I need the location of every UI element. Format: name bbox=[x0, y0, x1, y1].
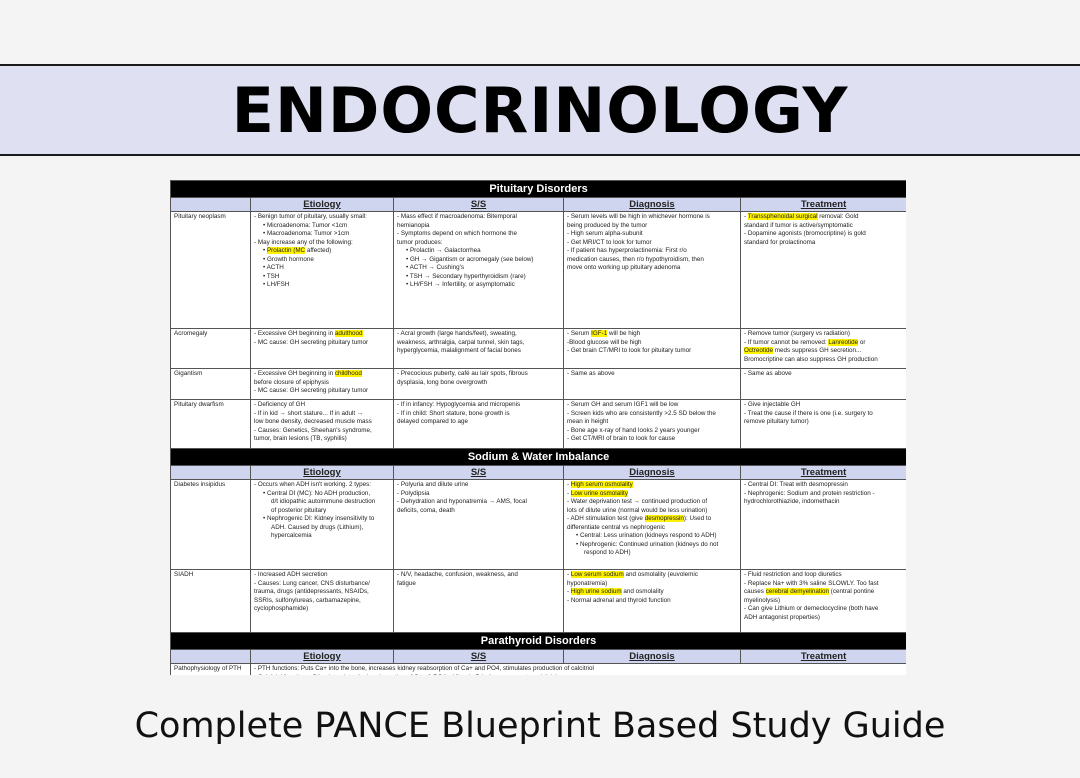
section-title: Pituitary Disorders bbox=[171, 181, 907, 198]
cell-line: lots of dilute urine (normal would be less urination) bbox=[567, 506, 708, 514]
cell-line: - Same as above bbox=[744, 370, 792, 377]
highlighted-term: Prolactin (MC bbox=[266, 247, 306, 254]
cell-line: • ACTH bbox=[263, 264, 284, 271]
column-header-row bbox=[171, 650, 907, 664]
line-text: - bbox=[567, 588, 571, 595]
cell-line: - Get CT/MRI of brain to look for cause bbox=[567, 435, 676, 442]
cell-line bbox=[567, 481, 737, 490]
cell-line: - Serum levels will be high in whichever hormone is bbox=[567, 213, 710, 220]
table-cell bbox=[394, 369, 564, 400]
cell-line bbox=[567, 571, 737, 580]
cell-line: mean in height bbox=[567, 418, 609, 425]
cell-line: differentiate central vs nephrogenic bbox=[567, 523, 665, 531]
cell-line: • LH/FSH → Infertility, or asymptomatic bbox=[406, 281, 515, 288]
line-text: causes bbox=[744, 588, 766, 595]
section-title: Parathyroid Disorders bbox=[171, 633, 907, 650]
cell-line: - Screen kids who are consistently >2.5 SD below the bbox=[567, 409, 716, 417]
cell-line: of posterior pituitary bbox=[271, 506, 327, 514]
cell-line: - If in kid → short stature... If in adult → bbox=[254, 409, 364, 417]
row-label: Diabetes insipidus bbox=[171, 480, 251, 570]
highlighted-term: childhood bbox=[334, 370, 362, 377]
table-cell bbox=[251, 369, 394, 400]
cell-line: delayed compared to age bbox=[397, 418, 469, 425]
table-row bbox=[171, 570, 907, 633]
cell-line bbox=[744, 339, 903, 348]
cell-line: before closure of epiphysis bbox=[254, 378, 329, 386]
line-text: and osmolality (euvolemic bbox=[623, 571, 698, 578]
cell-line: - Can give Lithium or demeclocycline (both have bbox=[744, 605, 879, 612]
line-text: (central pontine bbox=[829, 588, 875, 595]
cell-line: - N/V, headache, confusion, weakness, and bbox=[397, 571, 518, 578]
cell-line: medication causes, then r/o hypothyroidism, then bbox=[567, 255, 704, 263]
cell-line: remove pituitary tumor) bbox=[744, 418, 809, 425]
cell-line: - Increased ADH secretion bbox=[254, 571, 328, 578]
cell-line: fatigue bbox=[397, 579, 416, 587]
cell-line: dysplasia, long bone overgrowth bbox=[397, 378, 488, 386]
cell-line: - Get brain CT/MRI to look for pituitary tumor bbox=[567, 347, 692, 354]
line-text: - bbox=[567, 481, 571, 488]
table-row bbox=[171, 369, 907, 400]
column-header: Treatment bbox=[741, 466, 907, 480]
line-text: affected) bbox=[305, 247, 332, 254]
cell-line bbox=[744, 213, 903, 222]
cell-line bbox=[254, 330, 390, 339]
highlighted-term: Transsphenoidal surgical bbox=[747, 213, 818, 220]
cell-line: - Mass effect if macroadenoma: Bitemporal bbox=[397, 213, 517, 220]
spanning-cell bbox=[251, 664, 907, 676]
highlighted-term: High urine sodium bbox=[570, 588, 622, 595]
corner-cell bbox=[171, 466, 251, 480]
cell-line: - Dopamine agonists (bromocriptine) is gold bbox=[744, 230, 866, 237]
cell-line: weakness, arthralgia, carpal tunnel, skin tags, bbox=[397, 338, 525, 346]
table-cell bbox=[394, 570, 564, 633]
page-title: ENDOCRINOLOGY bbox=[231, 73, 849, 147]
cell-line: - Causes: Genetics, Sheehan's syndrome, bbox=[254, 426, 372, 434]
column-header: S/S bbox=[394, 466, 564, 480]
title-banner bbox=[0, 64, 1080, 156]
table-cell bbox=[564, 329, 741, 369]
column-header-row bbox=[171, 466, 907, 480]
cell-line: cyclophosphamide) bbox=[254, 605, 309, 612]
cell-line: hemianopia bbox=[397, 221, 430, 229]
cell-line: - Bone age x-ray of hand looks 2 years younger bbox=[567, 426, 700, 434]
section-header-row bbox=[171, 449, 907, 466]
cell-line: ADH. Caused by drugs (Lithium), bbox=[271, 523, 364, 531]
cell-line: - Symptoms depend on which hormone the bbox=[397, 230, 518, 237]
line-text: - bbox=[567, 571, 571, 578]
cell-line: • Nephrogenic DI: Kidney insensitivity to bbox=[263, 515, 375, 522]
cell-line bbox=[254, 674, 903, 676]
line-text: - bbox=[744, 213, 748, 220]
table-cell bbox=[741, 329, 907, 369]
cell-line bbox=[744, 588, 903, 597]
column-header: Treatment bbox=[741, 650, 907, 664]
cell-line: - Serum GH and serum IGF1 will be low bbox=[567, 401, 679, 408]
line-text: removal: Gold bbox=[817, 213, 859, 220]
cell-line: • TSH bbox=[263, 272, 280, 280]
highlighted-term: High serum osmolality bbox=[570, 481, 633, 488]
cell-line: myelinolysis) bbox=[744, 596, 781, 604]
line-text: will be high bbox=[607, 330, 641, 337]
column-header-row bbox=[171, 198, 907, 212]
table-cell bbox=[394, 212, 564, 329]
table-cell bbox=[741, 212, 907, 329]
cell-line: - Normal adrenal and thyroid function bbox=[567, 596, 671, 604]
cell-line: deficits, coma, death bbox=[397, 506, 455, 514]
row-label: Acromegaly bbox=[171, 329, 251, 369]
cell-line: hydrochlorothiazide, indomethacin bbox=[744, 498, 840, 505]
table-cell bbox=[564, 400, 741, 449]
line-text: and osmolality bbox=[621, 588, 664, 595]
table-row bbox=[171, 212, 907, 329]
row-label: SIADH bbox=[171, 570, 251, 633]
line-text: - Excessive GH beginning in bbox=[254, 370, 335, 377]
table-cell bbox=[251, 400, 394, 449]
cell-line: hyperglycemia, malalignment of facial bones bbox=[397, 347, 521, 354]
row-label: Pathophysiology of PTH bbox=[171, 664, 251, 676]
corner-cell bbox=[171, 650, 251, 664]
line-text: - Serum bbox=[567, 330, 592, 337]
section-header-row bbox=[171, 633, 907, 650]
footer-subtitle: Complete PANCE Blueprint Based Study Guide bbox=[134, 706, 946, 746]
cell-line: • ACTH → Cushing's bbox=[406, 264, 464, 271]
cell-line: Bromocriptine can also suppress GH production bbox=[744, 355, 878, 363]
column-header: Diagnosis bbox=[564, 650, 741, 664]
cell-line: ADH antagonist properties) bbox=[744, 613, 820, 621]
cell-line: - If in infancy: Hypoglycemia and micropenis bbox=[397, 401, 521, 408]
cell-line bbox=[744, 347, 903, 356]
column-header: Diagnosis bbox=[564, 466, 741, 480]
study-sheet bbox=[170, 180, 906, 675]
cell-line: hyponatremia) bbox=[567, 579, 608, 587]
table-cell bbox=[741, 570, 907, 633]
cell-line: being produced by the tumor bbox=[567, 221, 648, 229]
cell-line bbox=[567, 588, 737, 597]
column-header: S/S bbox=[394, 198, 564, 212]
table-cell bbox=[394, 329, 564, 369]
cell-line: low bone density, decreased muscle mass bbox=[254, 418, 372, 425]
cell-line bbox=[567, 490, 737, 499]
cell-line: tumor produces: bbox=[397, 238, 443, 246]
cell-line: - Precocious puberty, café au lair spots, fibrous bbox=[397, 370, 528, 377]
highlighted-term: IGF-1 bbox=[591, 330, 608, 337]
cell-line: standard if tumor is active/symptomatic bbox=[744, 221, 853, 229]
cell-line: - Give injectable GH bbox=[744, 401, 801, 408]
cell-line: - Remove tumor (surgery vs radiation) bbox=[744, 330, 851, 337]
line-text: meds suppress GH secretion... bbox=[773, 347, 862, 354]
study-table bbox=[170, 180, 906, 675]
highlighted-term: adulthood bbox=[334, 330, 363, 337]
column-header: Etiology bbox=[251, 466, 394, 480]
cell-line: - Same as above bbox=[567, 370, 615, 377]
cell-line: • TSH → Secondary hyperthyroidism (rare) bbox=[406, 272, 526, 280]
line-text: • bbox=[263, 247, 267, 254]
table-cell bbox=[394, 480, 564, 570]
column-header: Diagnosis bbox=[564, 198, 741, 212]
table-cell bbox=[251, 329, 394, 369]
cell-line: - MC cause: GH secreting pituitary tumor bbox=[254, 387, 369, 394]
cell-line: - Central DI: Treat with desmopressin bbox=[744, 481, 848, 488]
cell-line: - Fluid restriction and loop diuretics bbox=[744, 571, 842, 578]
table-cell bbox=[564, 570, 741, 633]
cell-line: trauma, drugs (antidepressants, NSAIDs, bbox=[254, 588, 369, 595]
cell-line bbox=[254, 370, 390, 379]
cell-line: - May increase any of the following: bbox=[254, 238, 353, 246]
table-row bbox=[171, 400, 907, 449]
cell-line: - High serum alpha-subunit bbox=[567, 230, 643, 237]
row-label: Gigantism bbox=[171, 369, 251, 400]
cell-line bbox=[567, 330, 737, 339]
table-cell bbox=[564, 480, 741, 570]
cell-line: • LH/FSH bbox=[263, 281, 290, 288]
cell-line: - Deficiency of GH bbox=[254, 401, 306, 408]
cell-line: • Microadenoma: Tumor <1cm bbox=[263, 221, 348, 229]
cell-line: SSRIs, sulfonylureas, carbamazepine, bbox=[254, 596, 361, 604]
column-header: Etiology bbox=[251, 650, 394, 664]
table-cell bbox=[741, 369, 907, 400]
row-label: Pituitary dwarfism bbox=[171, 400, 251, 449]
highlighted-term: cerebral demyelination bbox=[765, 588, 830, 595]
line-text: - Excessive GH beginning in bbox=[254, 330, 335, 337]
cell-line: - Dehydration and hyponatremia → AMS, focal bbox=[397, 498, 527, 505]
table-cell bbox=[251, 212, 394, 329]
cell-line: • Prolactin → Galactorrhea bbox=[406, 247, 481, 254]
cell-line: • Macroadenoma: Tumor >1cm bbox=[263, 230, 350, 237]
table-cell bbox=[251, 480, 394, 570]
line-text: ): Used to bbox=[683, 515, 712, 522]
cell-line: - If patient has hyperprolactinemia: First r/o bbox=[567, 247, 687, 254]
cell-line: • Central DI (MC): No ADH production, bbox=[263, 489, 371, 497]
cell-line: - Causes: Lung cancer, CNS disturbance/ bbox=[254, 579, 370, 587]
highlighted-term: Low serum sodium bbox=[570, 571, 624, 578]
column-header: Treatment bbox=[741, 198, 907, 212]
cell-line: - Polydipsia bbox=[397, 489, 430, 497]
cell-line: - PTH functions: Puts Ca+ into the bone, increases kidney reabsorption of Ca+ and PO4, stimulates production of calcitriol bbox=[254, 665, 594, 672]
cell-line: d/t idiopathic autoimmune destruction bbox=[271, 498, 376, 505]
cell-line: • GH → Gigantism or acromegaly (see below) bbox=[406, 255, 534, 263]
cell-line: - Acral growth (large hands/feet), sweating, bbox=[397, 330, 517, 337]
cell-line: - Occurs when ADH isn't working. 2 types: bbox=[254, 481, 372, 488]
cell-line: - Replace Na+ with 3% saline SLOWLY. Too fast bbox=[744, 579, 879, 587]
highlighted-term: Low urine osmolality bbox=[570, 489, 628, 497]
cell-line: respond to ADH) bbox=[584, 549, 631, 556]
table-cell bbox=[394, 400, 564, 449]
highlighted-term: Octreotide bbox=[744, 347, 774, 354]
table-cell bbox=[741, 480, 907, 570]
cell-line: - Treat the cause if there is one (i.e. surgery to bbox=[744, 409, 873, 417]
cell-line: - MC cause: GH secreting pituitary tumor bbox=[254, 338, 369, 346]
cell-line: - Get MRI/CT to look for tumor bbox=[567, 238, 652, 246]
table-row bbox=[171, 480, 907, 570]
cell-line: • Growth hormone bbox=[263, 255, 314, 263]
cell-line bbox=[567, 515, 737, 524]
table-cell bbox=[741, 400, 907, 449]
cell-line: - Polyuria and dilute urine bbox=[397, 481, 469, 488]
section-header-row bbox=[171, 181, 907, 198]
cell-line: • Nephrogenic: Continued urination (kidneys do not bbox=[576, 540, 719, 548]
table-cell bbox=[564, 212, 741, 329]
table-cell bbox=[251, 570, 394, 633]
cell-line bbox=[254, 247, 390, 256]
table-cell bbox=[564, 369, 741, 400]
cell-line: hypercalcemia bbox=[271, 532, 312, 539]
cell-line: - Water deprivation test → continued production of bbox=[567, 498, 708, 505]
highlighted-term: desmopressin bbox=[644, 515, 684, 522]
cell-line: move onto working up pituitary adenoma bbox=[567, 264, 681, 271]
section-title: Sodium & Water Imbalance bbox=[171, 449, 907, 466]
highlighted-term: Lanreotide bbox=[828, 338, 859, 346]
line-text: or bbox=[858, 338, 866, 346]
cell-line: • Central: Less urination (kidneys respond to ADH) bbox=[576, 532, 717, 539]
table-row bbox=[171, 329, 907, 369]
line-text: - bbox=[567, 489, 571, 497]
cell-line: - If in child: Short stature, bone growth is bbox=[397, 409, 510, 417]
cell-line: - Benign tumor of pituitary, usually small: bbox=[254, 213, 367, 220]
row-label: Pituitary neoplasm bbox=[171, 212, 251, 329]
table-row bbox=[171, 664, 907, 676]
cell-line: standard for prolactinoma bbox=[744, 238, 816, 246]
cell-line: tumor, brain lesions (TB, syphilis) bbox=[254, 435, 347, 442]
line-text: - If tumor cannot be removed: bbox=[744, 338, 829, 346]
cell-line: -Blood glucose will be high bbox=[567, 338, 642, 346]
line-text: - ADH stimulation test (give bbox=[567, 515, 645, 522]
cell-line: - Nephrogenic: Sodium and protein restriction - bbox=[744, 489, 875, 497]
column-header: Etiology bbox=[251, 198, 394, 212]
column-header: S/S bbox=[394, 650, 564, 664]
corner-cell bbox=[171, 198, 251, 212]
